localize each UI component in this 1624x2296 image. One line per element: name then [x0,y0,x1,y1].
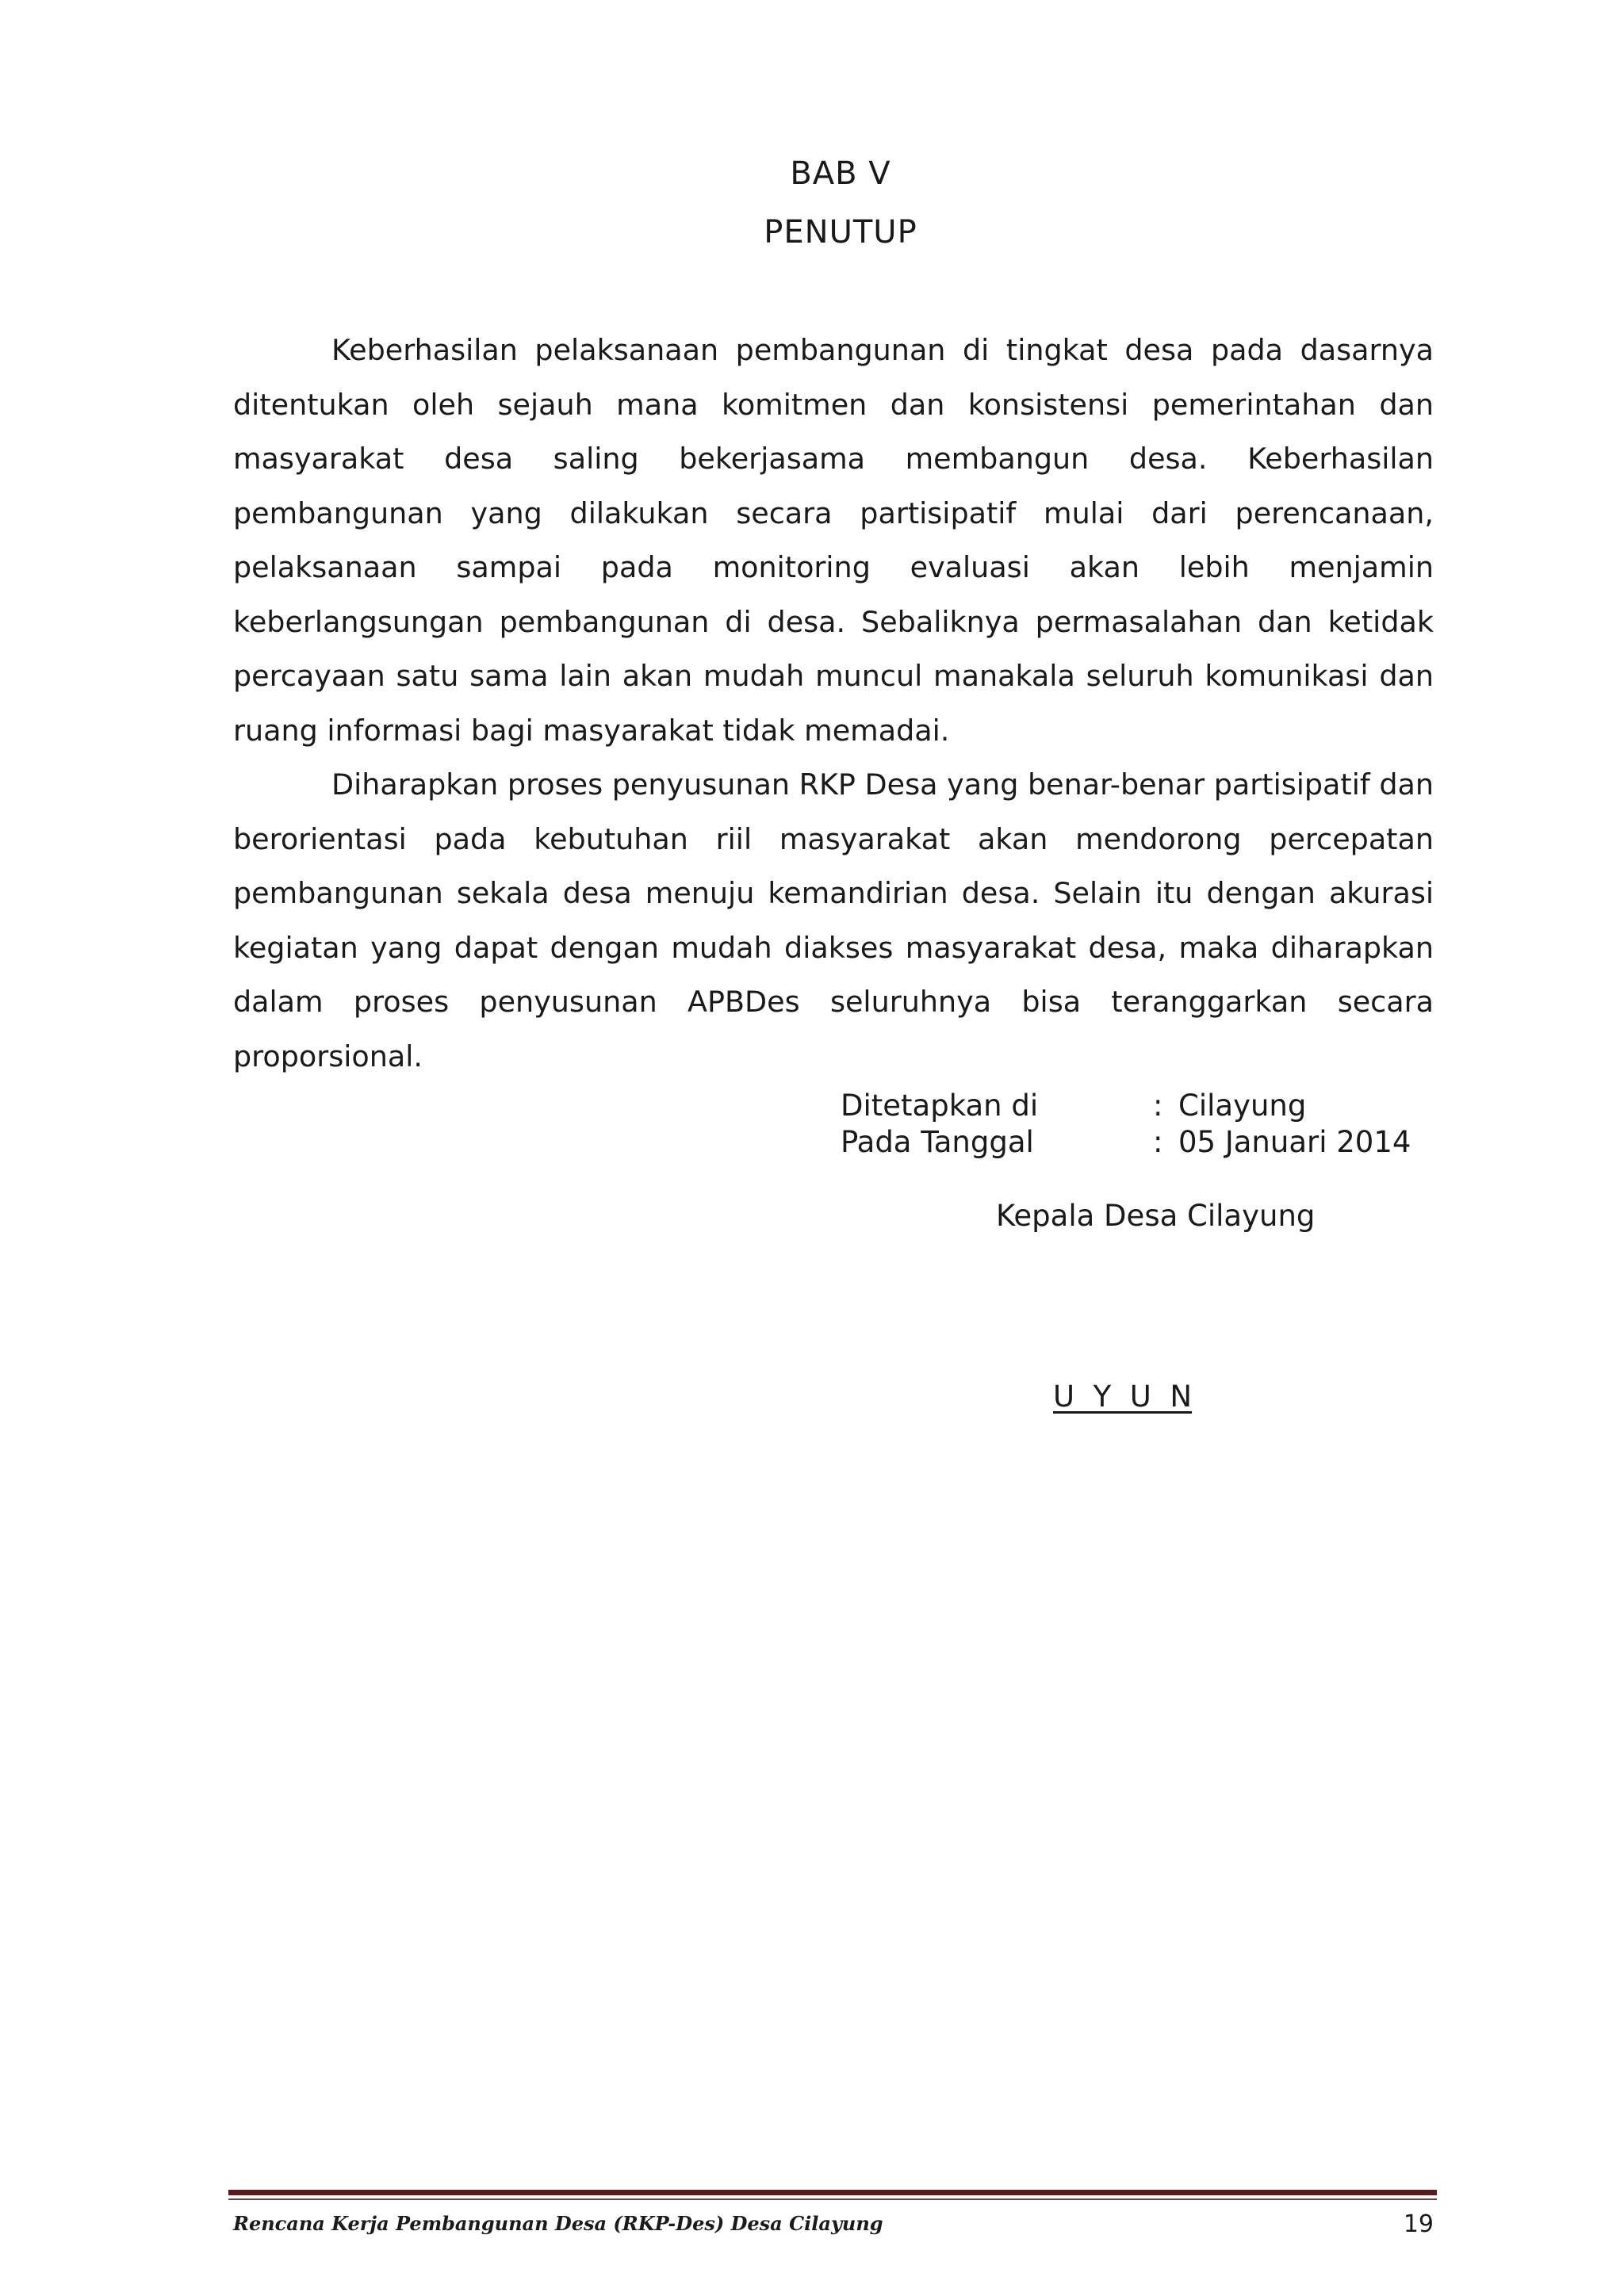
signatory-title: Kepala Desa Cilayung [996,1199,1316,1233]
enactment-place-separator: : [1153,1089,1163,1123]
enactment-place-label: Ditetapkan di [841,1089,1039,1123]
chapter-number: BAB V [790,155,891,192]
paragraph-2: Diharapkan proses penyusunan RKP Desa yang benar-benar partisipatif dan berorientasi pada kebutuhan riil masyarakat akan mendorong percepatan pembangunan sekala desa menuju kemandirian desa. Selain itu dengan akurasi kegiatan yang dapat dengan mudah diakses masyarakat desa, maka diharapkan dalam proses penyusunan APBDes seluruhnya bisa teranggarkan secara proporsional. [233,767,1434,1073]
enactment-date-value: 05 Januari 2014 [1178,1125,1411,1159]
signatory-name: U Y U N [1053,1380,1193,1414]
chapter-title: PENUTUP [764,214,917,251]
footer-divider-thin [228,2198,1437,2200]
enactment-place-value: Cilayung [1178,1089,1307,1123]
body-text [233,323,1434,1084]
enactment-date-separator: : [1153,1125,1163,1159]
enactment-date-row [841,1124,1411,1161]
enactment-date-label: Pada Tanggal [841,1125,1034,1159]
page-number: 19 [1403,2210,1434,2238]
footer-divider [228,2190,1437,2195]
footer-document-title: Rencana Kerja Pembangunan Desa (RKP-Des) Desa Cilayung [233,2212,883,2235]
paragraph-1: Keberhasilan pelaksanaan pembangunan di tingkat desa pada dasarnya ditentukan oleh sejauh mana komitmen dan konsistensi pemerintahan dan masyarakat desa saling bekerjasama membangun desa. Keberhasilan pembangunan yang dilakukan secara partisipatif mulai dari perencanaan, pelaksanaan sampai pada monitoring evaluasi akan lebih menjamin keberlangsungan pembangunan di desa. Sebaliknya permasalahan dan ketidak percayaan satu sama lain akan mudah muncul manakala seluruh komunikasi dan ruang informasi bagi masyarakat tidak memadai. [233,333,1434,748]
enactment-details [841,1088,1411,1161]
enactment-place-row [841,1088,1411,1124]
